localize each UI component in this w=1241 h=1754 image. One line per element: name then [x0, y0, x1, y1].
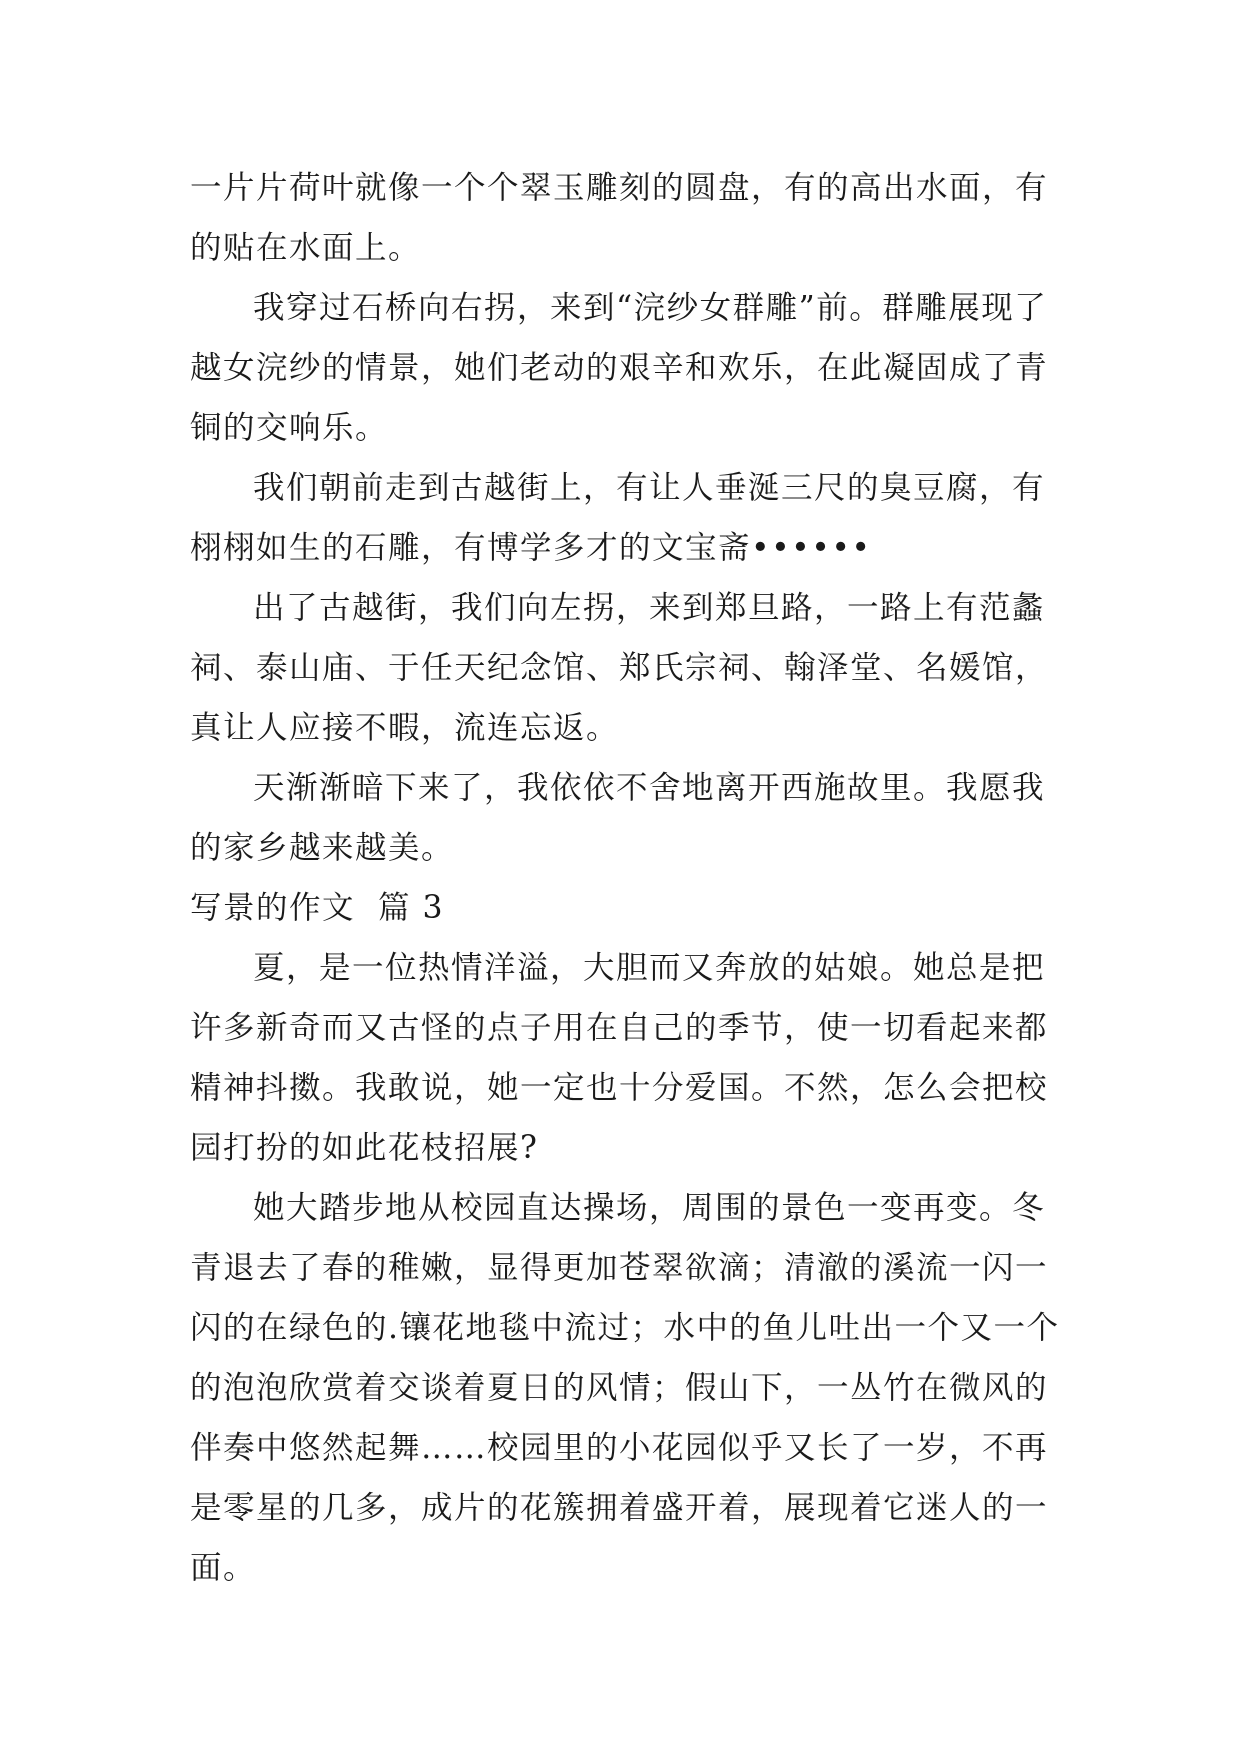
paragraph: 天渐渐暗下来了，我依依不舍地离开西施故里。我愿我的家乡越来越美。 [190, 770, 1046, 866]
paragraph: 她大踏步地从校园直达操场，周围的景色一变再变。冬青退去了春的稚嫩，显得更加苍翠欲滴；清澈的溪流一闪一闪的在绿色的.镶花地毯中流过；水中的鱼儿吐出一个又一个的泡泡欣赏着交谈着夏日的风情；假山下，一丛竹在微风的伴奏中悠然起舞……校园里的小花园似乎又长了一岁，不再是零星的几多，成片的花簇拥着盛开着，展现着它迷人的一面。 [190, 1190, 1060, 1586]
paragraph: 一片片荷叶就像一个个翠玉雕刻的圆盘，有的高出水面，有的贴在水面上。 [190, 170, 1049, 266]
paragraph: 我们朝前走到古越街上，有让人垂涎三尺的臭豆腐，有栩栩如生的石雕，有博学多才的文宝斋•••••• [190, 470, 1046, 566]
paragraph: 夏，是一位热情洋溢，大胆而又奔放的姑娘。她总是把许多新奇而又古怪的点子用在自己的季节，使一切看起来都精神抖擞。我敢说，她一定也十分爱国。不然，怎么会把校园打扮的如此花枝招展? [190, 950, 1049, 1166]
paragraph: 出了古越街，我们向左拐，来到郑旦路，一路上有范蠡祠、泰山庙、于任天纪念馆、郑氏宗祠、翰泽堂、名媛馆，真让人应接不暇，流连忘返。 [190, 590, 1049, 746]
paragraph: 我穿过石桥向右拐，来到“浣纱女群雕”前。群雕展现了越女浣纱的情景，她们老动的艰辛和欢乐，在此凝固成了青铜的交响乐。 [190, 290, 1049, 446]
section-heading: 写景的作文 篇 3 [190, 890, 445, 926]
document-body [190, 158, 1062, 1598]
